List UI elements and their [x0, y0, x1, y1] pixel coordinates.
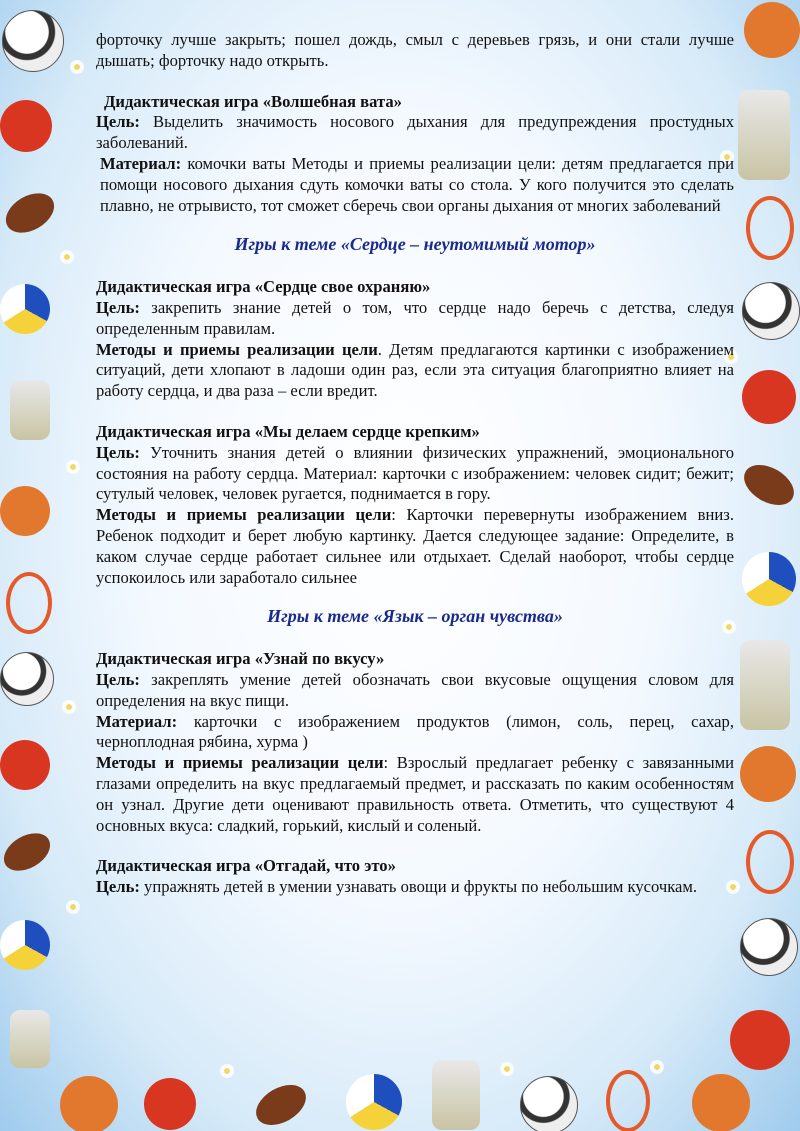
section-heading: Игры к теме «Сердце – неутомимый мотор» — [234, 234, 596, 255]
volleyball-icon — [0, 284, 50, 334]
daisy-icon — [66, 460, 80, 474]
ping-pong-paddle-icon — [0, 740, 50, 790]
daisy-icon — [650, 1060, 664, 1074]
methods-text: : Карточки перевернуты изображением вниз. Ребенок подходит и берет любую картинку. Дается следующее задание: Определите, в каком случае сердце работает сильнее или отдыхает. Сделай наоборот, чтобы сердце успокоилось или заработало сильнее — [96, 505, 734, 587]
methods-paragraph — [96, 340, 734, 402]
game-title: Дидактическая игра «Волшебная вата» — [104, 91, 402, 111]
methods-label: Методы и приемы реализации цели — [96, 753, 384, 773]
tennis-racket-icon — [746, 830, 794, 894]
daisy-icon — [500, 1062, 514, 1076]
soccer-ball-icon — [740, 918, 798, 976]
game-title: Дидактическая игра «Узнай по вкусу» — [96, 649, 385, 669]
goal-label: Цель: — [96, 442, 140, 462]
methods-paragraph — [96, 753, 734, 836]
methods-paragraph — [96, 505, 734, 588]
material-label: Материал: — [96, 711, 178, 731]
badminton-icon — [432, 1060, 480, 1130]
soccer-ball-icon — [2, 10, 64, 72]
soccer-ball-icon — [742, 282, 800, 340]
section-heading: Игры к теме «Язык – орган чувства» — [267, 606, 563, 627]
daisy-icon — [60, 250, 74, 264]
methods-label: Методы и приемы реализации цели — [96, 505, 392, 525]
football-icon — [249, 1077, 313, 1131]
volleyball-icon — [0, 920, 50, 970]
methods-text: : Взрослый предлагает ребенку с завязанными глазами определить на вкус предлагаемый предмет, и рассказать по каким особенностям он узнал. Другие дети оценивают правильность ответа. Отметить, что существуют 4 основных вкуса: сладкий, горький, кислый и соленый. — [96, 753, 734, 835]
basketball-icon — [60, 1076, 118, 1131]
football-icon — [0, 826, 57, 879]
goal-paragraph — [96, 670, 734, 712]
goal-text: закрепить знание детей о том, что сердце надо беречь с детства, следуя определенным правилам. — [96, 297, 734, 338]
ping-pong-paddle-icon — [144, 1078, 196, 1130]
material-text: карточки с изображением продуктов (лимон, соль, перец, сахар, черноплодная рябина, хурма ) — [96, 711, 734, 752]
material-paragraph — [96, 154, 734, 216]
goal-label: Цель: — [96, 669, 140, 689]
soccer-ball-icon — [520, 1076, 578, 1131]
basketball-icon — [692, 1074, 750, 1131]
goal-label: Цель: — [96, 112, 140, 132]
material-label: Материал: — [100, 153, 182, 173]
tennis-racket-icon — [746, 196, 794, 260]
goal-text: закреплять умение детей обозначать свои вкусовые ощущения словом для определения на вкус пищи. — [96, 669, 734, 710]
soccer-ball-icon — [0, 652, 54, 706]
badminton-icon — [10, 380, 50, 440]
goal-label: Цель: — [96, 297, 140, 317]
goal-text: Уточнить знания детей о влиянии физических упражнений, эмоционального состояния на работу сердца. Материал: карточки с изображением: человек сидит; бежит; сутулый человек, человек ругается, поднимается в гору. — [96, 442, 734, 504]
daisy-icon — [70, 60, 84, 74]
paragraph: форточку лучше закрыть; пошел дождь, смыл с деревьев грязь, и они стали лучше дышать; форточку надо открыть. — [96, 30, 734, 70]
daisy-icon — [220, 1064, 234, 1078]
basketball-icon — [740, 746, 796, 802]
goal-paragraph — [96, 112, 734, 154]
goal-paragraph — [96, 443, 734, 505]
football-icon — [0, 185, 61, 240]
daisy-icon — [66, 900, 80, 914]
material-paragraph — [96, 712, 734, 754]
game-title: Дидактическая игра «Отгадай, что это» — [96, 856, 396, 876]
goal-text: упражнять детей в умении узнавать овощи и фрукты по небольшим кусочкам. — [139, 877, 698, 897]
game-title: Дидактическая игра «Сердце свое охраняю» — [96, 277, 431, 297]
tennis-racket-icon — [606, 1070, 650, 1131]
document-body — [96, 30, 734, 898]
volleyball-icon — [346, 1074, 402, 1130]
badminton-icon — [738, 90, 790, 180]
ping-pong-paddle-icon — [730, 1010, 790, 1070]
game-title: Дидактическая игра «Мы делаем сердце крепким» — [96, 421, 480, 441]
methods-label: Методы и приемы реализации цели — [96, 339, 378, 359]
goal-paragraph — [96, 877, 734, 898]
football-icon — [737, 457, 800, 513]
basketball-icon — [0, 486, 50, 536]
volleyball-icon — [742, 552, 796, 606]
material-text: комочки ваты Методы и приемы реализации цели: детям предлагается при помощи носового дыхания сдуть комочки ваты со стола. У кого получится это сделать плавно, не отрывисто, тот сможет сберечь свои органы дыхания от многих заболеваний — [100, 153, 734, 215]
tennis-racket-icon — [6, 572, 52, 634]
methods-text: . Детям предлагаются картинки с изображением ситуаций, дети хлопают в ладоши один раз, если эта ситуация благоприятно влияет на работу сердца, и два раза – если вредит. — [96, 339, 734, 401]
daisy-icon — [62, 700, 76, 714]
goal-label: Цель: — [96, 877, 140, 897]
ping-pong-paddle-icon — [742, 370, 796, 424]
badminton-icon — [10, 1010, 50, 1068]
goal-paragraph — [96, 298, 734, 340]
badminton-icon — [740, 640, 790, 730]
ping-pong-paddle-icon — [0, 100, 52, 152]
goal-text: Выделить значимость носового дыхания для предупреждения простудных заболеваний. — [96, 112, 734, 153]
basketball-icon — [744, 2, 800, 58]
